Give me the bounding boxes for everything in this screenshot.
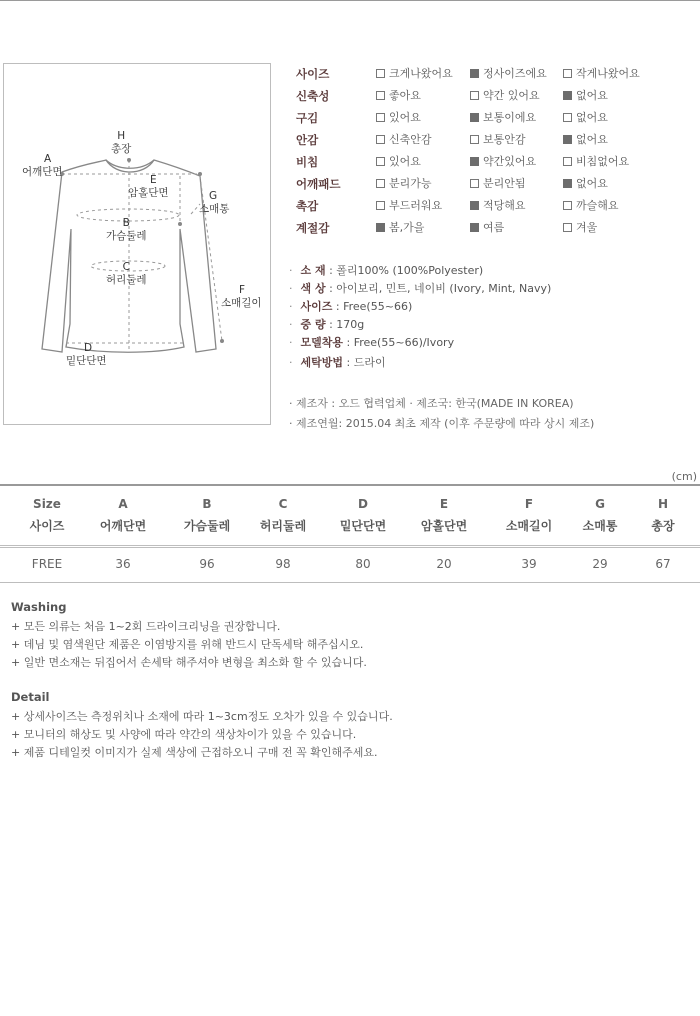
spec-weight: · 중 량 : 170g xyxy=(289,318,365,331)
attr-option: 부드러워요 xyxy=(376,197,442,215)
attr-option: 없어요 xyxy=(563,131,608,149)
spec-model: · 모델착용 : Free(55~66)/Ivory xyxy=(289,336,455,349)
th-g-en: G xyxy=(595,497,605,511)
checkbox-checked-icon xyxy=(470,157,479,166)
attr-label: 비침 xyxy=(296,155,319,169)
washing-note: + 모든 의류는 처음 1~2회 드라이크리닝을 권장합니다. xyxy=(11,620,281,633)
checkbox-icon xyxy=(376,91,385,100)
attr-label: 촉감 xyxy=(296,199,319,213)
th-e-en: E xyxy=(439,497,449,511)
td-h: 67 xyxy=(655,557,671,571)
th-h-ko: 총장 xyxy=(651,519,675,533)
checkbox-icon xyxy=(563,69,572,78)
label-h: H 총장 xyxy=(111,130,132,155)
unit-label: (cm) xyxy=(671,470,697,483)
checkbox-icon xyxy=(470,91,479,100)
td-f: 39 xyxy=(521,557,537,571)
th-d-en: D xyxy=(358,497,368,511)
detail-note: + 상세사이즈는 측정위치나 소재에 따라 1~3cm정도 오차가 있을 수 있습니다. xyxy=(11,710,393,723)
top-divider xyxy=(0,0,700,1)
attr-option: 분리안됨 xyxy=(470,175,526,193)
th-b-ko: 가슴둘레 xyxy=(183,519,231,533)
attr-option: 까슬해요 xyxy=(563,197,619,215)
attr-option: 없어요 xyxy=(563,87,608,105)
attr-option: 좋아요 xyxy=(376,87,421,105)
label-a: A 어깨단면 xyxy=(22,153,63,178)
checkbox-icon xyxy=(563,113,572,122)
attr-option: 있어요 xyxy=(376,153,421,171)
td-c: 98 xyxy=(275,557,291,571)
washing-title: Washing xyxy=(11,600,67,614)
attr-option: 있어요 xyxy=(376,109,421,127)
checkbox-checked-icon xyxy=(470,201,479,210)
checkbox-icon xyxy=(376,113,385,122)
washing-note: + 데님 및 염색원단 제품은 이염방지를 위해 반드시 단독세탁 해주십시오. xyxy=(11,638,364,651)
checkbox-icon xyxy=(470,179,479,188)
th-h-en: H xyxy=(657,497,669,511)
attr-option: 분리가능 xyxy=(376,175,432,193)
garment-diagram xyxy=(3,63,271,425)
td-size: FREE xyxy=(31,557,63,571)
spec-material: · 소 재 : 폴리100% (100%Polyester) xyxy=(289,264,484,277)
checkbox-checked-icon xyxy=(470,69,479,78)
garment-outline xyxy=(4,64,272,426)
checkbox-icon xyxy=(376,201,385,210)
checkbox-icon xyxy=(376,135,385,144)
table-top-border xyxy=(0,484,700,486)
checkbox-icon xyxy=(376,179,385,188)
checkbox-checked-icon xyxy=(563,179,572,188)
attr-option: 신축안감 xyxy=(376,131,432,149)
th-b-en: B xyxy=(202,497,212,511)
attr-option: 없어요 xyxy=(563,175,608,193)
th-f-ko: 소매길이 xyxy=(505,519,553,533)
attr-label: 안감 xyxy=(296,133,319,147)
spec-color: · 색 상 : 아이보리, 민트, 네이비 (Ivory, Mint, Navy) xyxy=(289,282,552,295)
attr-label: 신축성 xyxy=(296,89,330,103)
th-f-en: F xyxy=(524,497,534,511)
td-g: 29 xyxy=(592,557,608,571)
th-size-ko: 사이즈 xyxy=(29,519,65,533)
attr-label: 구김 xyxy=(296,111,319,125)
checkbox-icon xyxy=(376,157,385,166)
attr-option: 겨울 xyxy=(563,219,597,237)
th-g-ko: 소매통 xyxy=(582,519,618,533)
table-header-border-2 xyxy=(0,547,700,548)
attr-option: 크게나왔어요 xyxy=(376,65,453,83)
checkbox-checked-icon xyxy=(470,113,479,122)
spec-size: · 사이즈 : Free(55~66) xyxy=(289,300,413,313)
checkbox-icon xyxy=(563,201,572,210)
checkbox-checked-icon xyxy=(470,223,479,232)
attr-label: 계절감 xyxy=(296,221,330,235)
attr-option: 약간있어요 xyxy=(470,153,536,171)
label-d: D 밑단단면 xyxy=(66,342,107,367)
attr-option: 보통이에요 xyxy=(470,109,536,127)
checkbox-icon xyxy=(376,69,385,78)
washing-note: + 일반 면소재는 뒤집어서 손세탁 해주셔야 변형을 최소화 할 수 있습니다. xyxy=(11,656,367,669)
th-c-ko: 허리둘레 xyxy=(259,519,307,533)
checkbox-checked-icon xyxy=(563,135,572,144)
checkbox-icon xyxy=(563,223,572,232)
attr-option: 없어요 xyxy=(563,109,608,127)
label-b: B 가슴둘레 xyxy=(106,217,147,242)
checkbox-icon xyxy=(470,135,479,144)
td-a: 36 xyxy=(115,557,131,571)
table-header-border xyxy=(0,545,700,546)
spec-washing: · 세탁방법 : 드라이 xyxy=(289,356,386,369)
manufacture-date: · 제조연월: 2015.04 최초 제작 (이후 주문량에 따라 상시 제조) xyxy=(289,417,595,430)
th-size-en: Size xyxy=(33,497,61,511)
detail-note: + 제품 디테일컷 이미지가 실제 색상에 근접하오니 구매 전 꼭 확인해주세요. xyxy=(11,746,378,759)
label-f: F 소매길이 xyxy=(221,284,262,309)
td-e: 20 xyxy=(436,557,452,571)
attr-option: 여름 xyxy=(470,219,504,237)
attr-option: 약간 있어요 xyxy=(470,87,540,105)
label-g: G 소매통 xyxy=(199,190,230,215)
attr-option: 비침없어요 xyxy=(563,153,629,171)
label-c: C 허리둘레 xyxy=(106,261,147,286)
td-d: 80 xyxy=(355,557,371,571)
attr-label: 어깨패드 xyxy=(296,177,341,191)
checkbox-checked-icon xyxy=(563,91,572,100)
attr-option: 보통안감 xyxy=(470,131,526,149)
td-b: 96 xyxy=(199,557,215,571)
label-e: E 암홀단면 xyxy=(128,174,169,199)
th-e-ko: 암홀단면 xyxy=(420,519,468,533)
th-a-en: A xyxy=(118,497,128,511)
table-bottom-border xyxy=(0,582,700,583)
detail-title: Detail xyxy=(11,690,50,704)
attr-option: 적당해요 xyxy=(470,197,526,215)
attr-label: 사이즈 xyxy=(296,67,330,81)
th-a-ko: 어깨단면 xyxy=(99,519,147,533)
th-c-en: C xyxy=(278,497,288,511)
th-d-ko: 밑단단면 xyxy=(339,519,387,533)
attr-option: 정사이즈에요 xyxy=(470,65,547,83)
checkbox-checked-icon xyxy=(376,223,385,232)
detail-note: + 모니터의 해상도 및 사양에 따라 약간의 색상차이가 있을 수 있습니다. xyxy=(11,728,357,741)
attr-option: 봄,가을 xyxy=(376,219,424,237)
maker-info: · 제조자 : 오드 협력업체 · 제조국: 한국(MADE IN KOREA) xyxy=(289,397,574,410)
attr-option: 작게나왔어요 xyxy=(563,65,640,83)
checkbox-icon xyxy=(563,157,572,166)
